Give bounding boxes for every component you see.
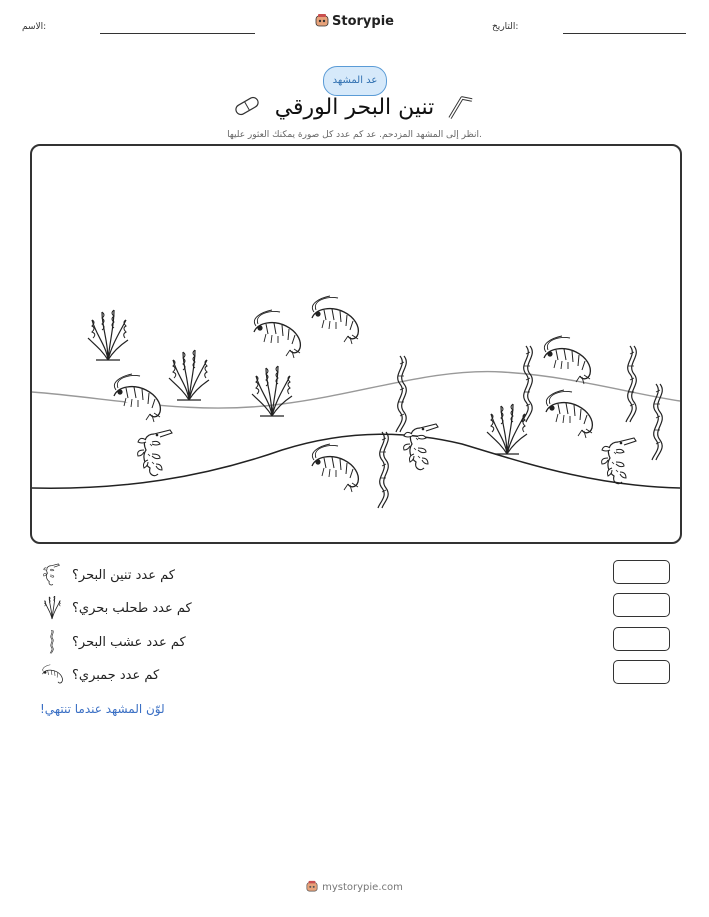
question-seaweed-bush	[40, 595, 210, 621]
answer-box-sea-dragon[interactable]	[613, 560, 670, 584]
seaweed-bush-icon	[40, 596, 64, 620]
counting-scene	[30, 144, 682, 544]
scene-drawing	[32, 146, 680, 542]
brand-name: Storypie	[332, 14, 394, 29]
answer-box-shrimp[interactable]	[613, 660, 670, 684]
seaweed-bush	[252, 366, 292, 416]
footer-url[interactable]: mystorypie.com	[322, 882, 403, 893]
date-line[interactable]	[563, 33, 686, 34]
question-sea-dragon	[40, 562, 210, 588]
sea-dragon	[404, 424, 438, 470]
storypie-logo-icon	[306, 880, 318, 892]
seaweed-bush	[487, 404, 527, 454]
question-text: كم عدد تنين البحر؟	[72, 567, 175, 583]
instructions: انظر إلى المشهد المزدحم. عد كم عدد كل صورة يمكنك العثور عليها.	[227, 130, 482, 140]
kelp	[626, 346, 636, 422]
shrimp-icon	[40, 663, 64, 687]
page-title: تنين البحر الورقي	[274, 95, 435, 120]
shrimp	[254, 310, 300, 358]
sea-dragon	[602, 438, 636, 484]
seaweed-bush	[169, 350, 209, 400]
answer-box-kelp[interactable]	[613, 627, 670, 651]
kelp	[652, 384, 662, 460]
shrimp	[546, 390, 592, 438]
brand	[0, 13, 709, 29]
question-text: كم عدد جمبري؟	[72, 667, 160, 683]
shrimp	[114, 374, 160, 422]
footer	[0, 880, 709, 893]
shrimp	[312, 444, 358, 492]
name-label: الاسم:	[22, 22, 47, 32]
color-instruction: لوّن المشهد عندما تنتهي!	[40, 702, 165, 716]
question-kelp	[40, 629, 210, 655]
answer-box-seaweed-bush[interactable]	[613, 593, 670, 617]
question-text: كم عدد عشب البحر؟	[72, 634, 186, 650]
bent-straw-icon	[446, 92, 476, 120]
name-line[interactable]	[100, 33, 255, 34]
storypie-logo-icon	[315, 13, 329, 27]
question-text: كم عدد طحلب بحري؟	[72, 600, 192, 616]
sea-dragon-icon	[40, 563, 64, 587]
kelp	[396, 356, 406, 432]
question-shrimp	[40, 662, 210, 688]
date-label: التاريخ:	[492, 22, 519, 32]
kelp-icon	[40, 630, 64, 654]
sea-dragon	[138, 430, 172, 476]
kelp	[378, 432, 388, 508]
shrimp	[312, 296, 358, 344]
kelp	[522, 346, 532, 422]
activity-badge: عد المشهد	[323, 66, 387, 96]
seaweed-bush	[88, 310, 128, 360]
